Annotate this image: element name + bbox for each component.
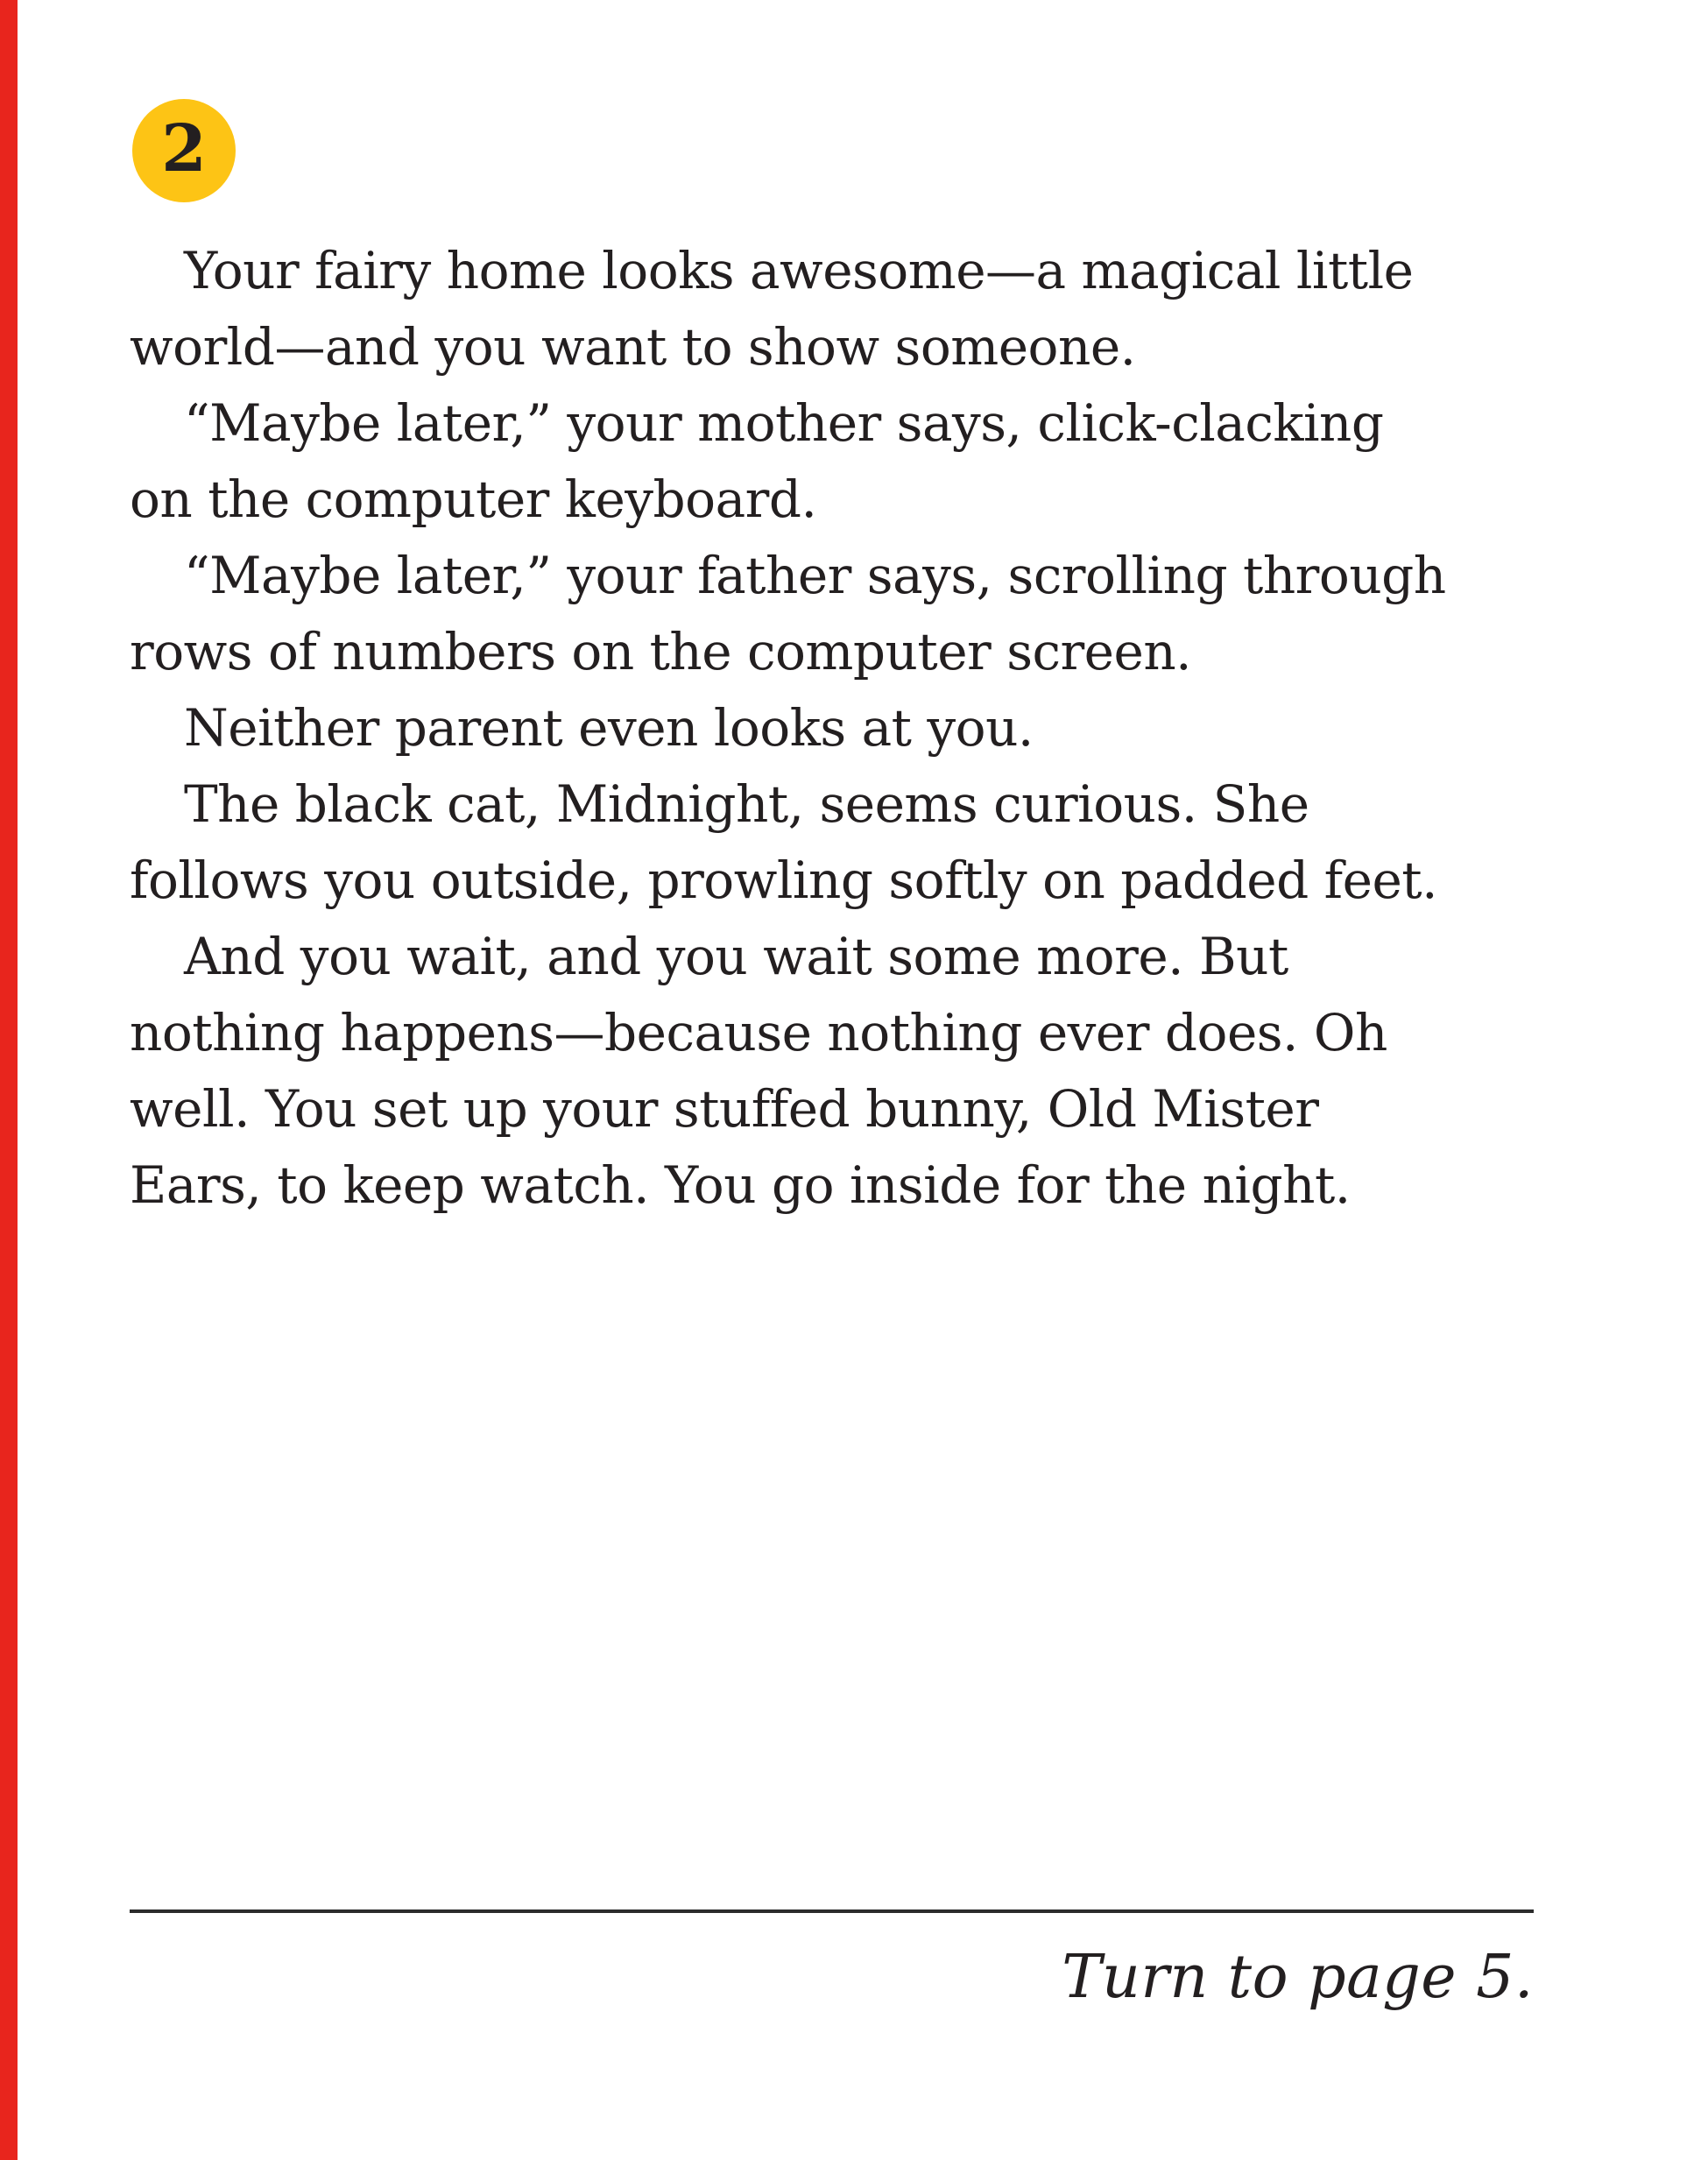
story-line: “Maybe later,” your mother says, click-clacking [184, 393, 1384, 453]
turn-to-page-instruction: Turn to page 5. [1062, 1943, 1534, 2012]
story-line: world—and you want to show someone. [130, 317, 1136, 377]
story-line: follows you outside, prowling softly on padded feet. [130, 851, 1438, 910]
story-line: Your fairy home looks awesome—a magical little [184, 241, 1414, 300]
page-edge-color-tab [0, 0, 18, 2160]
footer-rule [130, 1909, 1534, 1913]
story-line: Ears, to keep watch. You go inside for the night. [130, 1155, 1351, 1215]
story-line: nothing happens—because nothing ever does. Oh [130, 1003, 1387, 1062]
story-line: And you wait, and you wait some more. But [184, 927, 1288, 986]
story-line: “Maybe later,” your father says, scrolling through [184, 546, 1446, 605]
story-line: The black cat, Midnight, seems curious. She [184, 774, 1309, 834]
page-number: 2 [161, 111, 207, 187]
story-line: well. You set up your stuffed bunny, Old Mister [130, 1079, 1319, 1139]
page-number-badge [132, 99, 236, 202]
story-line: rows of numbers on the computer screen. [130, 622, 1192, 681]
story-text [130, 233, 1584, 1224]
story-line: on the computer keyboard. [130, 469, 817, 529]
story-line: Neither parent even looks at you. [184, 698, 1034, 758]
